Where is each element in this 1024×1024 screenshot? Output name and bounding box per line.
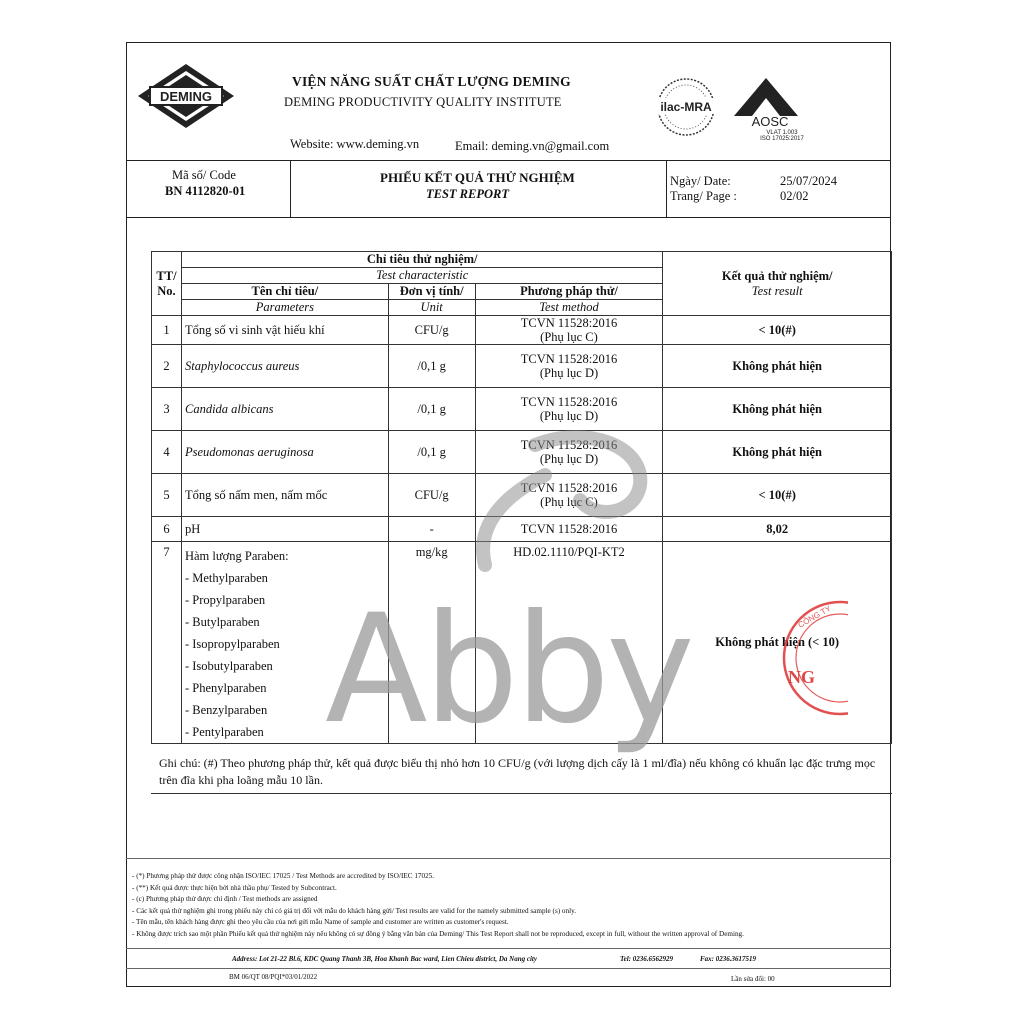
institute-name-en: DEMING PRODUCTIVITY QUALITY INSTITUTE — [284, 95, 562, 109]
characteristic-header-en: Test characteristic — [181, 268, 662, 284]
code-value: BN 4112820-01 — [165, 184, 246, 198]
report-title-vn: PHIẾU KẾT QUẢ THỬ NGHIỆM — [380, 170, 575, 185]
watermark-text: Abby — [325, 583, 691, 757]
aosc-text: AOSC — [751, 114, 789, 129]
table-row: 6 pH - TCVN 11528:2016 8,02 — [152, 517, 892, 542]
method-header-vn: Phương pháp thử/ — [475, 284, 663, 300]
footer-fax: Fax: 0236.3617519 — [700, 955, 756, 963]
footnote-divider — [126, 858, 891, 859]
code-label: Mã số/ Code — [172, 168, 236, 182]
table-row: 2 Staphylococcus aureus /0,1 g TCVN 11528:2016 (Phụ lục D) Không phát hiện — [152, 345, 892, 388]
svg-text:NG: NG — [788, 667, 815, 687]
aosc-logo — [728, 76, 818, 142]
method-header-en: Test method — [475, 300, 663, 316]
table-row: 5 Tổng số nấm men, nấm mốc CFU/g TCVN 11528:2016 (Phụ lục C) < 10(#) — [152, 474, 892, 517]
ilac-text: ilac-MRA — [660, 100, 712, 114]
report-title-en: TEST REPORT — [426, 187, 509, 201]
website: Website: www.deming.vn — [290, 137, 420, 151]
page-label: Trang/ Page : — [670, 189, 737, 203]
company-stamp — [778, 598, 848, 718]
email: Email: deming.vn@gmail.com — [455, 139, 610, 153]
characteristic-header-vn: Chỉ tiêu thử nghiệm/ — [181, 252, 662, 268]
note-divider — [151, 793, 892, 794]
tt-header: TT/ No. — [152, 252, 182, 316]
deming-logo — [136, 62, 236, 130]
vlat-text: VLAT 1.003 — [766, 130, 798, 136]
revision: Lần sửa đổi: 00 — [731, 975, 775, 983]
address-divider-bottom — [126, 968, 891, 969]
table-row: 1 Tổng số vi sinh vật hiếu khí CFU/g TCVN 11528:2016 (Phụ lục C) < 10(#) — [152, 316, 892, 345]
note: Ghi chú: (#) Theo phương pháp thử, kết quả được biểu thị nhỏ hơn 10 CFU/g (với lượng dịch cấy là 1 ml/đĩa) nếu không có khuẩn lạc đặc trưng mọc trên đĩa khi pha loãng mẫu 10 lần. — [159, 756, 876, 787]
table-row: 4 Pseudomonas aeruginosa /0,1 g TCVN 11528:2016 (Phụ lục D) Không phát hiện — [152, 431, 892, 474]
iso-text: ISO 17025:2017 — [760, 136, 804, 142]
svg-text:CÔNG TY: CÔNG TY — [796, 603, 833, 630]
table-row-paraben: 7 Hàm lượng Paraben: - Methylparaben - Propylparaben - Butylparaben - Isopropylparaben - Isobutylparaben - Phenylparaben - Benzylparaben - Pentylparaben mg/kg HD.02.1110/PQI-KT2 Không phát hiện (< 10) — [152, 542, 892, 744]
footnotes: - (*) Phương pháp thử được công nhận ISO/IEC 17025 / Test Methods are accredited by ISO/IEC 17025. - (**) Kết quả được thực hiện bởi nhà thầu phụ/ Tested by Subcontract. - (c) Phương pháp thử được chỉ định / Test methods are assigned - Các kết quả thử nghiệm ghi trong phiếu này chỉ có giá trị đối với mẫu do khách hàng gửi/ Test results are valid for the namely submitted sample (s) only. - Tên mẫu, tên khách hàng được ghi theo yêu cầu của nơi gửi mẫu Name of sample and customer are written as customer's request. - Không được trích sao một phần Phiếu kết quả thử nghiệm này nếu không có sự đồng ý bằng văn bản của Deming/ This Test Report shall not be reproduced, except in full, without the written approval of Deming. — [132, 872, 744, 938]
form-code: BM 06/QT 08/PQI*03/01/2022 — [229, 973, 318, 981]
param-header-vn: Tên chỉ tiêu/ — [181, 284, 388, 300]
param-header-en: Parameters — [181, 300, 388, 316]
unit-header-vn: Đơn vị tính/ — [388, 284, 475, 300]
date-label: Ngày/ Date: — [670, 174, 731, 188]
footer-address: Address: Lot 21-22 Bl.6, KDC Quang Thanh 3B, Hoa Khanh Bac ward, Lien Chieu district, Da Nang city — [232, 955, 537, 963]
table-row: 3 Candida albicans /0,1 g TCVN 11528:2016 (Phụ lục D) Không phát hiện — [152, 388, 892, 431]
date-value: 25/07/2024 — [780, 174, 837, 188]
logo-text: DEMING — [160, 89, 212, 104]
footer-tel: Tel: 0236.6562929 — [620, 955, 674, 963]
result-header: Kết quả thử nghiệm/ Test result — [663, 252, 892, 316]
address-divider-top — [126, 948, 891, 949]
page-value: 02/02 — [780, 189, 809, 203]
ilac-mra-logo — [650, 76, 722, 138]
unit-header-en: Unit — [388, 300, 475, 316]
institute-name-vn: VIỆN NĂNG SUẤT CHẤT LƯỢNG DEMING — [292, 74, 571, 89]
